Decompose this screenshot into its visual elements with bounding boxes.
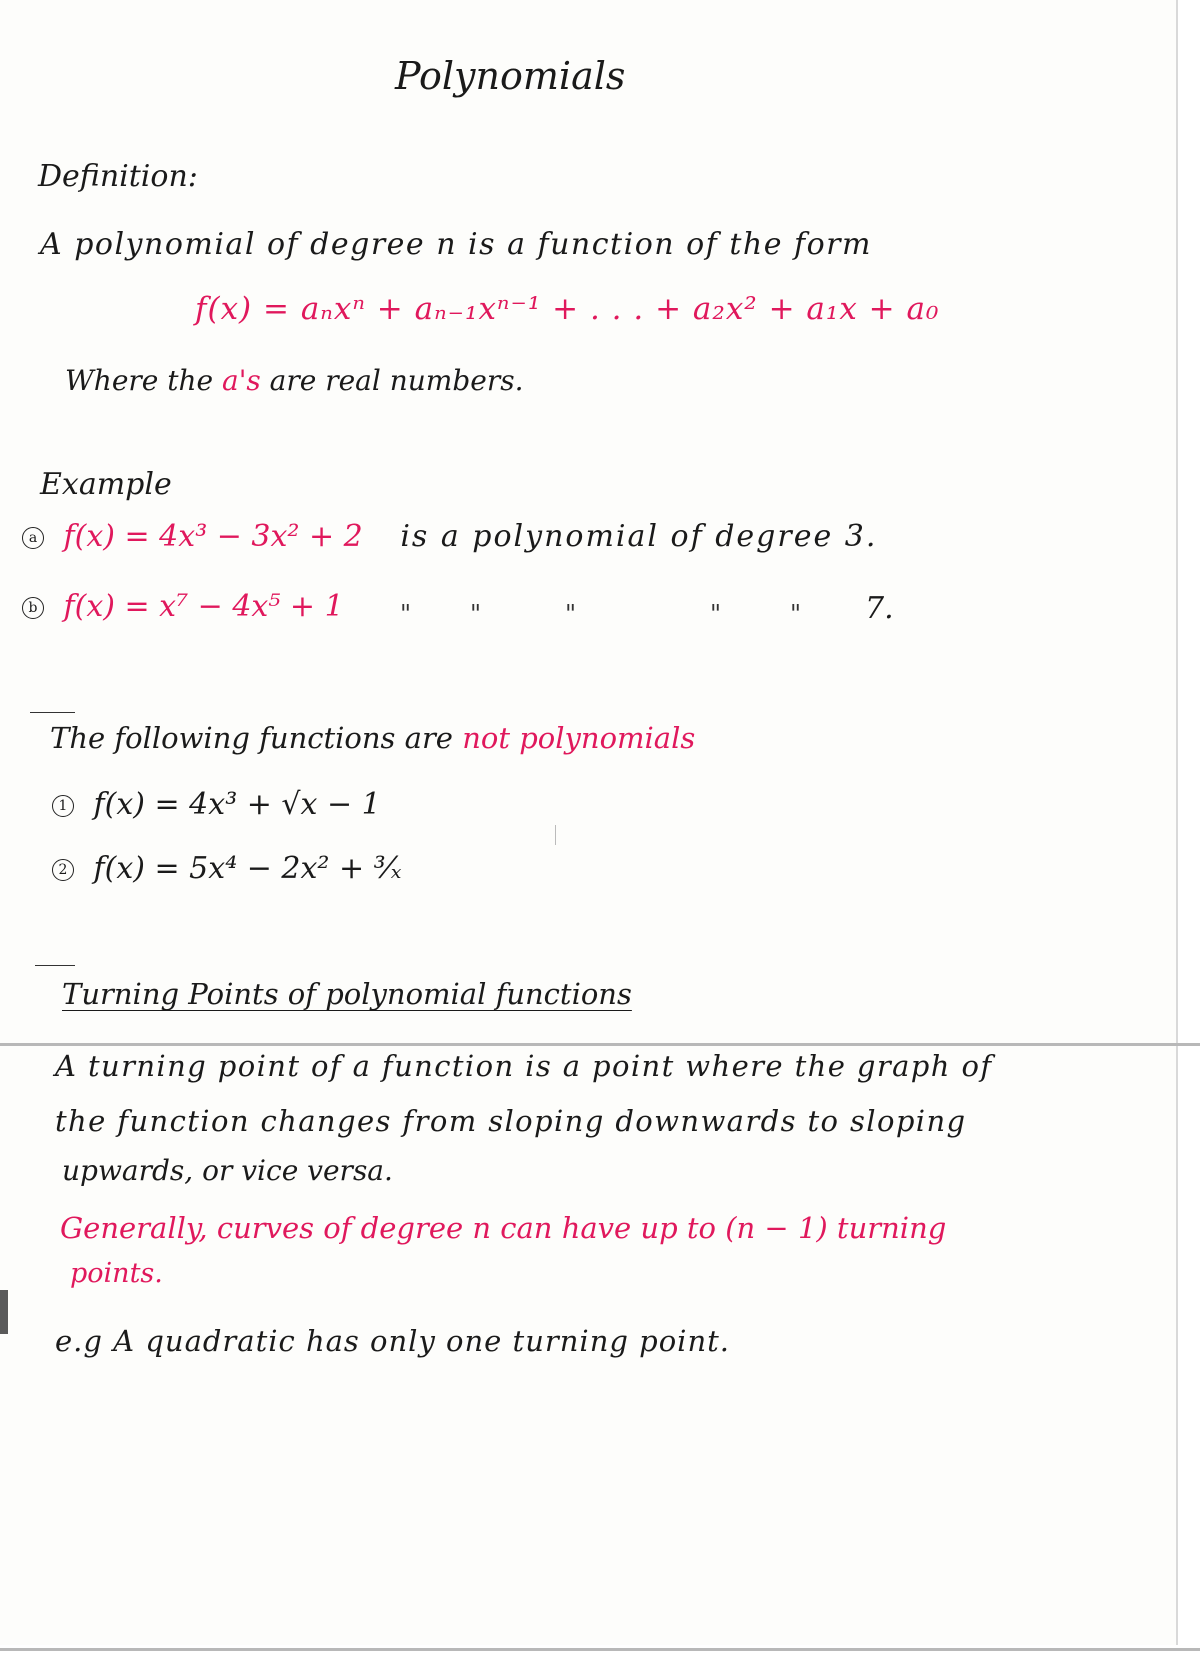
example-a-text: is a polynomial of degree 3. <box>400 519 878 554</box>
coefficients-note <box>65 365 524 397</box>
example-a <box>22 520 877 555</box>
coefficients-note-suffix: are real numbers. <box>269 364 524 397</box>
definition-heading: Definition: <box>38 159 198 194</box>
quadratic-example: e.g A quadratic has only one turning point. <box>55 1324 731 1358</box>
section-divider <box>30 712 75 713</box>
general-rule-line1: Generally, curves of degree n can have up to (n − 1) turning <box>60 1211 947 1245</box>
general-rule-line2: points. <box>70 1258 163 1289</box>
example-b-label: b <box>22 597 44 619</box>
not-polynomials-intro-text: The following functions are <box>50 721 453 755</box>
turning-points-para-line1: A turning point of a function is a point where the graph of <box>55 1049 993 1083</box>
ditto-mark: " <box>470 600 482 628</box>
scan-edge-line <box>0 1648 1200 1651</box>
coefficients-highlight: a's <box>222 364 261 397</box>
turning-points-heading: Turning Points of polynomial functions <box>62 977 632 1011</box>
coefficients-note-prefix: Where the <box>65 364 214 397</box>
stray-pencil-mark <box>555 825 556 845</box>
ditto-mark: " <box>400 600 412 628</box>
scan-edge-mark <box>0 1290 8 1334</box>
turning-points-para-line3: upwards, or vice versa. <box>62 1154 393 1187</box>
page-title: Polynomials <box>395 54 626 98</box>
general-polynomial-formula: f(x) = aₙxⁿ + aₙ₋₁xⁿ⁻¹ + . . . + a₂x² + a₁x + a₀ <box>195 291 940 327</box>
non-polynomial-1-formula: f(x) = 4x³ + √x − 1 <box>93 787 381 822</box>
example-heading: Example <box>40 467 172 502</box>
non-polynomial-1-label: 1 <box>52 795 74 817</box>
scan-edge-line <box>0 1043 1200 1046</box>
definition-line: A polynomial of degree n is a function of the form <box>40 227 872 262</box>
example-b-degree: 7. <box>865 591 894 626</box>
example-a-formula: f(x) = 4x³ − 3x² + 2 <box>63 519 363 554</box>
section-divider <box>35 965 75 966</box>
turning-points-para-line2: the function changes from sloping downwards to sloping <box>55 1104 967 1138</box>
not-polynomials-intro <box>50 722 695 755</box>
not-polynomials-highlight: not polynomials <box>462 721 696 755</box>
non-polynomial-2-label: 2 <box>52 859 74 881</box>
non-polynomial-1 <box>52 788 381 823</box>
non-polynomial-2 <box>52 852 401 887</box>
ditto-mark: " <box>790 600 802 628</box>
example-b-formula: f(x) = x⁷ − 4x⁵ + 1 <box>63 589 344 624</box>
example-b <box>22 590 344 625</box>
non-polynomial-2-formula: f(x) = 5x⁴ − 2x² + ³⁄ₓ <box>93 851 402 886</box>
example-a-label: a <box>22 527 44 549</box>
ditto-mark: " <box>565 600 577 628</box>
ditto-mark: " <box>710 600 722 628</box>
